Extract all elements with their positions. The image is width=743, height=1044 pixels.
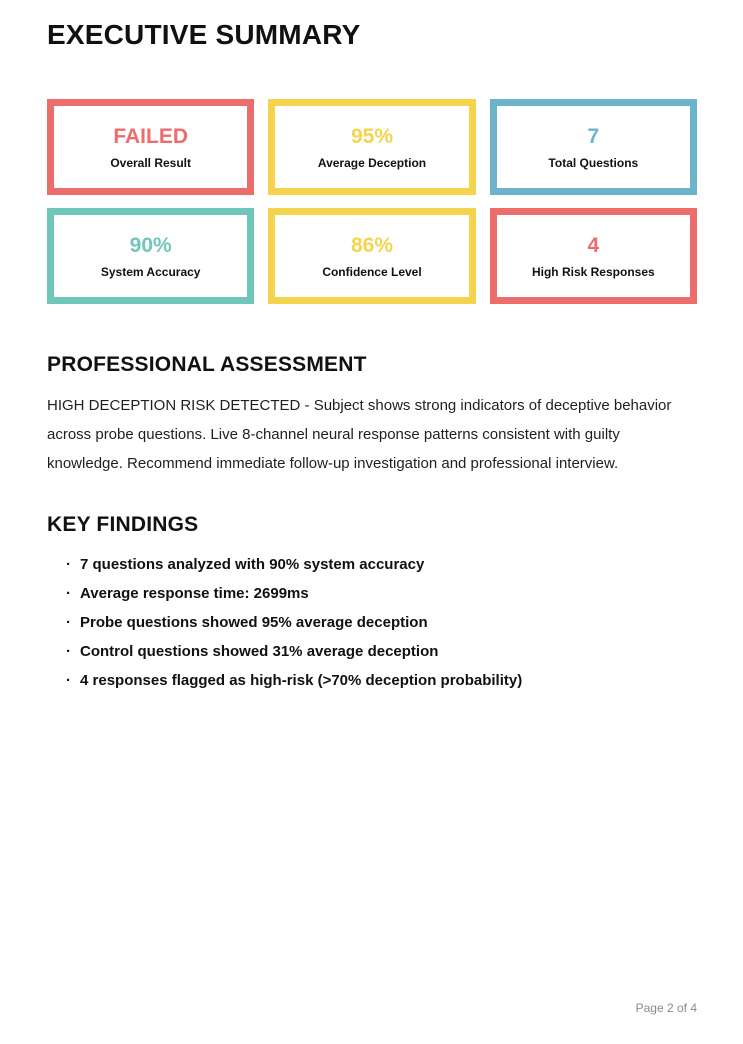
stat-card-grid	[47, 99, 697, 304]
key-findings-list	[66, 557, 697, 688]
bullet-icon: ·	[66, 643, 71, 660]
stat-label: System Accuracy	[100, 264, 201, 279]
stat-card-confidence-level	[268, 208, 475, 304]
list-item	[66, 615, 697, 630]
stat-card-total-questions	[490, 99, 697, 195]
list-item-text: Average response time: 2699ms	[80, 585, 309, 602]
list-item	[66, 644, 697, 659]
stat-value: FAILED	[113, 124, 188, 148]
stat-card-average-deception	[268, 99, 475, 195]
list-item-text: Control questions showed 31% average deception	[80, 643, 439, 660]
list-item-text: Probe questions showed 95% average deception	[80, 614, 428, 631]
page-title: EXECUTIVE SUMMARY	[47, 19, 361, 50]
list-item	[66, 586, 697, 601]
list-item	[66, 673, 697, 688]
bullet-icon: ·	[66, 672, 71, 689]
stat-value: 7	[587, 124, 600, 148]
stat-value: 86%	[350, 233, 393, 257]
stat-value: 4	[587, 233, 600, 257]
stat-card-high-risk-responses	[490, 208, 697, 304]
stat-label: High Risk Responses	[531, 264, 655, 279]
key-findings-heading: KEY FINDINGS	[47, 513, 199, 536]
bullet-icon: ·	[66, 614, 71, 631]
stat-label: Overall Result	[110, 155, 192, 170]
stat-card-system-accuracy	[47, 208, 254, 304]
stat-label: Confidence Level	[322, 264, 422, 279]
stat-label: Average Deception	[317, 155, 427, 170]
bullet-icon: ·	[66, 585, 71, 602]
professional-assessment-text: HIGH DECEPTION RISK DETECTED - Subject shows strong indicators of deceptive behavior across probe questions. Live 8-channel neural response patterns consistent with guilty knowledge. Recommend immediate follow-up investigation and professional interview.	[47, 397, 672, 472]
list-item	[66, 557, 697, 572]
stat-label: Total Questions	[548, 155, 639, 170]
professional-assessment-heading: PROFESSIONAL ASSESSMENT	[47, 353, 367, 376]
stat-value: 95%	[350, 124, 393, 148]
bullet-icon: ·	[66, 556, 71, 573]
page-number: Page 2 of 4	[635, 1001, 697, 1015]
stat-card-overall-result	[47, 99, 254, 195]
list-item-text: 7 questions analyzed with 90% system accuracy	[80, 556, 425, 573]
stat-value: 90%	[129, 233, 172, 257]
list-item-text: 4 responses flagged as high-risk (>70% deception probability)	[80, 672, 523, 689]
